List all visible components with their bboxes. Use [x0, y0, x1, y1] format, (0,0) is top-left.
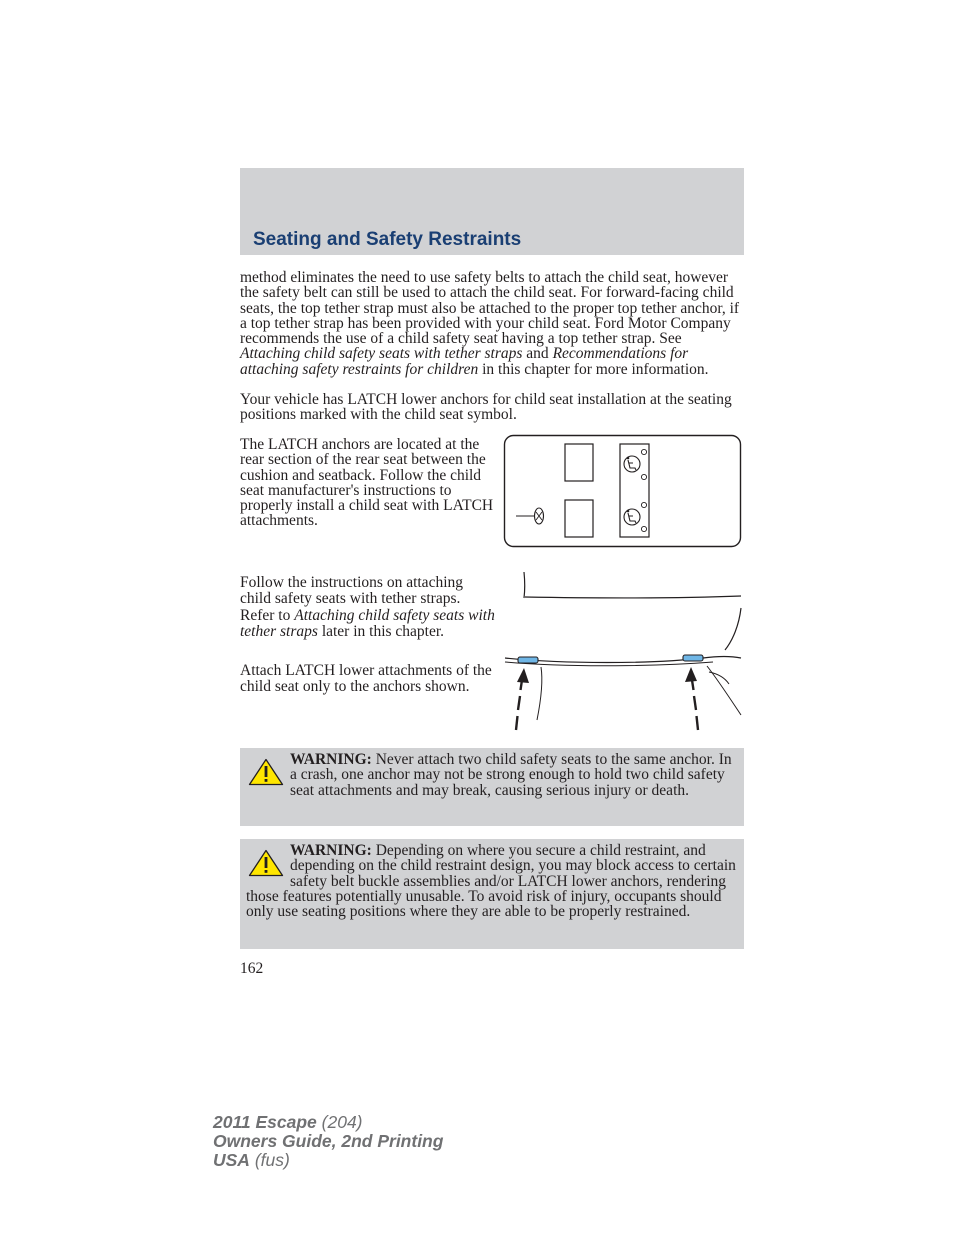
latch-anchor-right — [683, 655, 703, 661]
intro-paragraph-1 — [240, 270, 740, 377]
tether-xref: Attaching child safety seats with tether straps — [240, 606, 495, 641]
seatback-edge — [524, 572, 525, 598]
cushion-fold-left — [537, 667, 542, 720]
cushion-fold-right — [707, 666, 741, 715]
seat-cushion-upper — [565, 444, 593, 481]
footer-model: 2011 Escape — [213, 1112, 317, 1132]
warning-body-2: Depending on where you secure a child restraint, and depending on the child restraint design, you may block access to certain safety belt buckle assemblies and/or LATCH lower anchors, rendering those features potentially unusable. To avoid risk of injury, occupants should only use seating positions where they are able to be properly restrained. — [246, 842, 736, 921]
intro-paragraph-2: Your vehicle has LATCH lower anchors for child seat installation at the seating positions marked with the child seat symbol. — [240, 391, 732, 424]
anchor-point — [641, 474, 646, 479]
anchor-point — [641, 526, 646, 531]
attach-anchors-paragraph: Attach LATCH lower attachments of the child seat only to the anchors shown. — [240, 662, 492, 696]
anchor-point — [641, 502, 646, 507]
seat-belt-buckle — [516, 508, 544, 524]
latch-anchor-illustration — [503, 570, 743, 732]
intro-text-a: method eliminates the need to use safety belts to attach the child seat, however the safety belt can still be used to attach the child seat. For forward-facing child seats, the top tether strap must also be attached to the proper top tether anchor, if a top tether strap has been provided with your child seat. Ford Motor Company recommends the use of a child safety seat having a top tether strap. See — [240, 269, 740, 348]
section-header-band — [240, 168, 744, 255]
tether-text-b: later in this chapter. — [317, 623, 445, 641]
warning-triangle-icon — [248, 758, 284, 786]
warning-label-1: WARNING: — [290, 751, 372, 768]
footer-model-code: (204) — [316, 1112, 363, 1132]
intro-xref-recommendations: Recommendations for attaching safety restraints for children — [240, 345, 689, 378]
footer-market: USA — [213, 1150, 250, 1170]
cushion-seam-upper — [505, 657, 741, 663]
warning-body-1: Never attach two child safety seats to the same anchor. In a crash, one anchor may not be strong enough to hold two child safety seat attachments and may break, causing serious injury or death. — [290, 751, 732, 799]
footer-line-1 — [213, 1113, 443, 1132]
warning-triangle-icon — [248, 849, 284, 877]
warning-text-2 — [246, 843, 736, 919]
footer-line-2: Owners Guide, 2nd Printing — [213, 1131, 444, 1151]
intro-xref-tether-straps: Attaching child safety seats with tether straps — [240, 345, 523, 363]
latch-seat-diagram — [503, 434, 742, 549]
latch-anchor-left — [518, 657, 538, 663]
section-title: Seating and Safety Restraints — [253, 229, 522, 250]
tether-paragraph — [240, 575, 495, 641]
latch-location-paragraph: The LATCH anchors are located at the rear section of the rear seat between the cushion and seatback. Follow the child seat manufacturer's instructions to properly install a child seat with LATCH attachments. — [240, 436, 494, 530]
anchor-point — [641, 449, 646, 454]
page-number: 162 — [240, 960, 264, 977]
seatback-top-line — [525, 596, 741, 598]
footer-market-code: (fus) — [249, 1150, 290, 1170]
intro-text-b: and — [522, 345, 553, 363]
warning-box-1 — [240, 748, 744, 826]
footer-line-3 — [213, 1151, 443, 1170]
intro-text-c: in this chapter for more information. — [478, 360, 709, 378]
child-seat-symbol-icon — [624, 509, 640, 525]
arrow-up-icon — [516, 668, 529, 730]
arrow-up-icon — [685, 667, 698, 730]
tether-text-a: Follow the instructions on attaching child safety seats with tether straps. Refer to — [240, 574, 464, 624]
warning-box-2 — [240, 839, 744, 949]
document-footer — [213, 1113, 443, 1170]
warning-label-2: WARNING: — [290, 842, 372, 859]
seat-cushion-lower — [565, 500, 593, 537]
child-seat-symbol-icon — [624, 456, 640, 472]
warning-text-1 — [246, 752, 736, 798]
